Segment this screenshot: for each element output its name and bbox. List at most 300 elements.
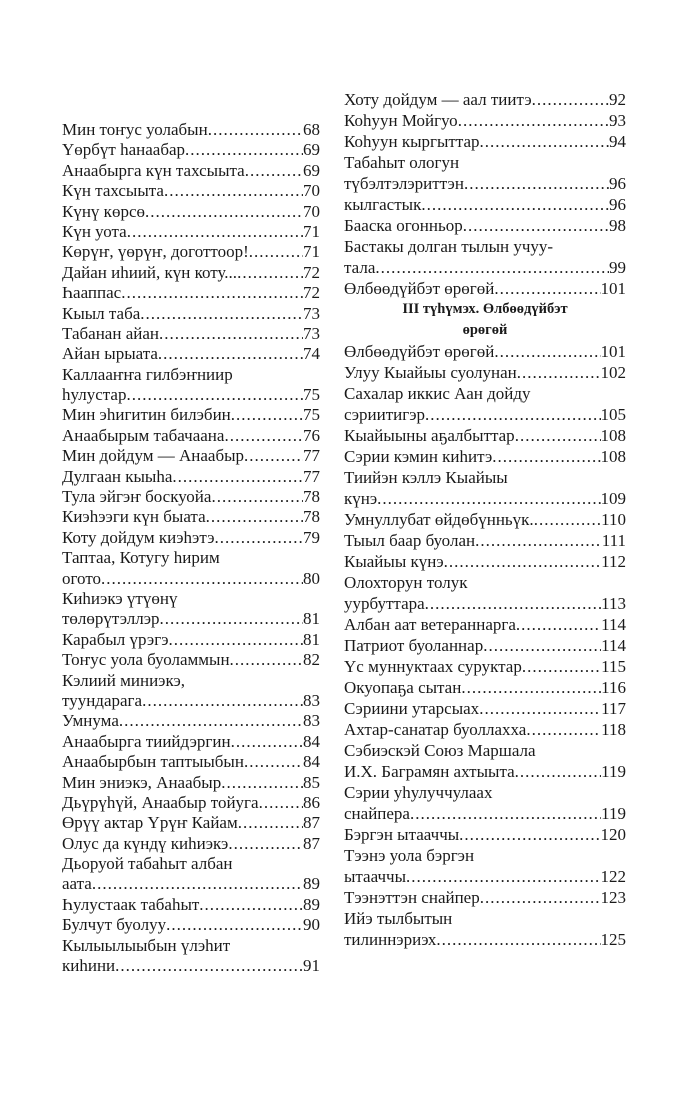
entry-title: тала: [344, 258, 376, 277]
section-heading-line-2: өрөгөй: [462, 322, 508, 338]
page-number: 70: [303, 201, 320, 221]
toc-entry: [62, 507, 320, 527]
toc-entry: [344, 656, 626, 677]
page-number: 113: [601, 594, 626, 613]
toc-entry: [62, 161, 320, 181]
toc-entry: [344, 845, 626, 887]
dot-leader: [494, 278, 600, 299]
toc-entry-line-with-page: [344, 887, 626, 908]
toc-entry-line-with-page: [344, 89, 626, 110]
toc-entry-line-with-page: [62, 467, 320, 487]
page-number: 119: [601, 762, 626, 781]
toc-entry: [344, 89, 626, 110]
page-number: 123: [600, 888, 626, 907]
entry-title: Өрүү актар Үрүҥ Кайам: [62, 813, 238, 833]
entry-title: Бастакы долган тылын учуу-: [344, 237, 554, 256]
toc-entry: [62, 365, 320, 406]
toc-entry-line-with-page: [62, 915, 320, 935]
toc-entry: [62, 732, 320, 752]
toc-entry: [344, 698, 626, 719]
toc-entry: [62, 773, 320, 793]
toc-entry-line-with-page: [62, 242, 320, 262]
dot-leader: [436, 929, 600, 950]
toc-entry: [62, 793, 320, 813]
toc-entry-line-with-page: [62, 446, 320, 466]
toc-entry-line-with-page: [62, 711, 320, 731]
page-number: 118: [601, 720, 626, 739]
toc-entry: [344, 383, 626, 425]
toc-entry: [344, 236, 626, 278]
entry-title: Коһуун Мойгуо: [344, 111, 458, 130]
dot-leader: [164, 181, 303, 201]
page-number: 110: [601, 510, 626, 529]
page-number: 119: [601, 804, 626, 823]
entry-title: Улуу Кыайыы суолунан: [344, 363, 517, 382]
dot-leader: [516, 614, 601, 635]
page-number: 108: [600, 447, 626, 466]
toc-entry-line-with-page: [62, 324, 320, 344]
dot-leader: [483, 635, 601, 656]
entry-title: Умнума: [62, 711, 119, 731]
dot-leader: [101, 569, 303, 589]
entry-title: Окуопаҕа сытан: [344, 678, 462, 697]
entry-title: Дулгаан кыыһа: [62, 466, 173, 486]
dot-leader: [461, 677, 601, 698]
page-number: 79: [303, 527, 320, 547]
entry-title: аата: [62, 874, 92, 894]
dot-leader: [140, 304, 303, 324]
dot-leader: [245, 161, 303, 181]
entry-title: Хоту дойдум — аал тиитэ: [344, 90, 532, 109]
toc-entry: [344, 362, 626, 383]
toc-right-top: [344, 89, 626, 299]
entry-title: Кылыылыыбын үлэһит: [62, 935, 231, 955]
page-number: 84: [303, 752, 320, 772]
page-number: 81: [303, 609, 320, 629]
entry-title: Мин эһигитин билэбин: [62, 405, 231, 425]
toc-entry-line-with-page: [344, 131, 626, 152]
page-number: 85: [303, 772, 320, 792]
dot-leader: [515, 425, 601, 446]
toc-entry: [344, 530, 626, 551]
toc-entry: [344, 782, 626, 824]
entry-title: Дайан иһиий, күн коту...: [62, 262, 238, 282]
page-number: 105: [600, 405, 626, 424]
toc-entry: [344, 740, 626, 782]
toc-entry-line-with-page: [62, 569, 320, 589]
toc-entry-line-with-page: [62, 385, 320, 405]
toc-entry-line-with-page: [62, 202, 320, 222]
toc-entry: [344, 278, 626, 299]
dot-leader: [231, 732, 303, 752]
dot-leader: [526, 719, 601, 740]
entry-title: Күнү көрсө: [62, 201, 145, 221]
section-heading-line-1: III түһүмэх. Өлбөөдүйбэт: [402, 301, 568, 317]
toc-entry: [344, 635, 626, 656]
toc-entry-line-with-page: [344, 110, 626, 131]
toc-entry-line-with-page: [344, 488, 626, 509]
dot-leader: [259, 793, 303, 813]
entry-title: Анаабырга тиийдэргин: [62, 731, 231, 751]
entry-title: Мин дойдум — Анаабыр: [62, 446, 245, 466]
page-number: 93: [609, 111, 626, 130]
toc-entry: [62, 650, 320, 670]
page-number: 87: [303, 813, 320, 833]
entry-title: Коту дойдум киэһэтэ: [62, 527, 215, 547]
toc-entry: [344, 341, 626, 362]
toc-entry-line-with-page: [344, 194, 626, 215]
toc-entry-line-with-page: [344, 215, 626, 236]
page-number: 109: [600, 489, 626, 508]
toc-entry-line-with-page: [344, 404, 626, 425]
toc-entry: [62, 181, 320, 201]
toc-entry-line-with-page: [62, 222, 320, 242]
page-number: 69: [303, 140, 320, 160]
dot-leader: [224, 426, 303, 446]
toc-entry-line-with-page: [344, 593, 626, 614]
toc-entry: [62, 915, 320, 935]
toc-entry-line: [344, 908, 626, 929]
page-number: 84: [303, 731, 320, 751]
dot-leader: [480, 887, 601, 908]
toc-entry-line-with-page: [62, 630, 320, 650]
dot-leader: [458, 110, 609, 131]
toc-entry-line-with-page: [62, 283, 320, 303]
dot-leader: [421, 194, 609, 215]
toc-entry-line: [62, 548, 320, 568]
page-number: 111: [601, 531, 626, 550]
toc-entry-line-with-page: [62, 956, 320, 976]
toc-entry: [344, 719, 626, 740]
entry-title: Дьоруой табаһыт албан: [62, 854, 233, 874]
entry-title: сэриитигэр: [344, 405, 426, 424]
toc-entry-line-with-page: [62, 405, 320, 425]
page-number: 116: [601, 678, 626, 697]
entry-title: Һулустаак табаһыт: [62, 894, 200, 914]
dot-leader: [126, 385, 303, 405]
dot-leader: [492, 446, 600, 467]
entry-title: Анаабырга күн тахсыыта: [62, 160, 245, 180]
toc-entry-line: [344, 845, 626, 866]
toc-entry: [62, 405, 320, 425]
entry-title: Умнуллубат өйдөбүнньүк.: [344, 510, 534, 529]
toc-entry-line-with-page: [62, 691, 320, 711]
toc-entry-line-with-page: [62, 834, 320, 854]
toc-entry: [62, 895, 320, 915]
toc-entry: [62, 202, 320, 222]
page-number: 120: [600, 825, 626, 844]
entry-title: Кыайыы күнэ: [344, 552, 444, 571]
dot-leader: [534, 509, 601, 530]
page-number: 114: [601, 615, 626, 634]
entry-title: Анаабырым табачаана: [62, 425, 225, 445]
toc-entry-line-with-page: [62, 773, 320, 793]
dot-leader: [479, 698, 601, 719]
dot-leader: [230, 650, 303, 670]
page-number: 76: [303, 425, 320, 445]
dot-leader: [221, 773, 303, 793]
dot-leader: [459, 824, 600, 845]
entry-title: Күн уота: [62, 221, 127, 241]
page-number: 91: [303, 956, 320, 976]
toc-entry: [344, 824, 626, 845]
dot-leader: [475, 530, 602, 551]
toc-entry-line-with-page: [62, 120, 320, 140]
toc-entry-line-with-page: [344, 341, 626, 362]
entry-title: Тула эйгэҥ боскуойа: [62, 487, 212, 507]
toc-entry-line-with-page: [62, 752, 320, 772]
entry-title: Тээнэттэн снайпер: [344, 888, 480, 907]
toc-entry: [62, 528, 320, 548]
entry-title: Үс муннуктаах суруктар: [344, 657, 522, 676]
toc-entry-line-with-page: [344, 257, 626, 278]
entry-title: Албан аат ветераннарга: [344, 615, 516, 634]
toc-entry: [62, 263, 320, 283]
toc-entry-line-with-page: [344, 677, 626, 698]
toc-entry: [62, 487, 320, 507]
entry-title: Табаһыт ологун: [344, 153, 460, 172]
toc-entry: [62, 834, 320, 854]
toc-entry-line-with-page: [344, 362, 626, 383]
page-number: 83: [303, 690, 320, 710]
entry-title: Киһиэкэ үтүөнү: [62, 588, 178, 608]
page-number: 86: [303, 792, 320, 812]
toc-entry-line-with-page: [344, 635, 626, 656]
toc-right-bottom: [344, 341, 626, 950]
toc-entry-line: [344, 572, 626, 593]
toc-entry: [344, 614, 626, 635]
entry-title: Мин эниэкэ, Анаабыр: [62, 772, 222, 792]
page-number: 87: [303, 833, 320, 853]
toc-entry-line-with-page: [62, 528, 320, 548]
page-number: 73: [303, 323, 320, 343]
dot-leader: [169, 630, 304, 650]
toc-entry-line-with-page: [344, 278, 626, 299]
toc-entry-line: [344, 782, 626, 803]
page-number: 92: [609, 90, 626, 109]
toc-entry-line-with-page: [62, 344, 320, 364]
page-number: 108: [600, 426, 626, 445]
entry-title: Мин тоҥус уолабын: [62, 120, 208, 139]
toc-entry-line-with-page: [344, 866, 626, 887]
dot-leader: [532, 89, 609, 110]
entry-title: Таптаа, Котугу һирим: [62, 548, 220, 568]
entry-title: Сэриини утарсыах: [344, 699, 480, 718]
entry-title: Булчут буолуу: [62, 915, 167, 935]
entry-title: Үөрбүт һанаабар: [62, 140, 186, 160]
toc-entry: [344, 551, 626, 572]
toc-entry-line-with-page: [62, 487, 320, 507]
dot-leader: [231, 405, 303, 425]
toc-entry-line-with-page: [344, 761, 626, 782]
toc-entry-line: [344, 467, 626, 488]
toc-entry: [62, 426, 320, 446]
page-number: 90: [303, 915, 320, 935]
page-number: 96: [609, 174, 626, 193]
dot-leader: [522, 656, 601, 677]
page-number: 75: [303, 405, 320, 425]
toc-entry: [344, 215, 626, 236]
toc-entry-line-with-page: [344, 929, 626, 950]
page-number: 71: [303, 221, 320, 241]
entry-title: Тиийэн кэллэ Кыайыы: [344, 468, 508, 487]
entry-title: Тыыл баар буолан: [344, 531, 476, 550]
entry-title: Коһуун кыргыттар: [344, 132, 480, 151]
page-number: 114: [601, 636, 626, 655]
entry-title: Олус да күндү киһиэкэ: [62, 833, 229, 853]
toc-entry-line-with-page: [62, 793, 320, 813]
toc-entry-line-with-page: [344, 509, 626, 530]
toc-entry-line-with-page: [344, 425, 626, 446]
entry-title: Бааска огонньор: [344, 216, 463, 235]
toc-entry-line-with-page: [344, 719, 626, 740]
dot-leader: [92, 874, 303, 894]
toc-entry-line-with-page: [344, 551, 626, 572]
entry-title: туундарага: [62, 690, 143, 710]
dot-leader: [377, 488, 600, 509]
page-number: 115: [601, 657, 626, 676]
toc-entry: [344, 110, 626, 131]
dot-leader: [127, 222, 303, 242]
page-number: 81: [303, 629, 320, 649]
toc-entry-line: [344, 152, 626, 173]
page-number: 96: [609, 195, 626, 214]
page-number: 70: [303, 181, 320, 201]
entry-title: снайпера: [344, 804, 410, 823]
dot-leader: [166, 915, 303, 935]
page-number: 75: [303, 385, 320, 405]
toc-entry-line-with-page: [344, 698, 626, 719]
toc-entry-line-with-page: [62, 732, 320, 752]
toc-entry-line-with-page: [62, 650, 320, 670]
page-number: 101: [600, 342, 626, 361]
toc-entry: [62, 671, 320, 712]
entry-title: Бэргэн ытааччы: [344, 825, 460, 844]
page-number: 101: [600, 279, 626, 298]
page-number: 89: [303, 894, 320, 914]
toc-entry-line-with-page: [344, 173, 626, 194]
toc-entry: [344, 677, 626, 698]
entry-title: һулустар: [62, 385, 127, 405]
page-number: 89: [303, 874, 320, 894]
dot-leader: [238, 813, 303, 833]
toc-entry: [62, 711, 320, 731]
toc-entry-line: [344, 383, 626, 404]
page-number: 69: [303, 160, 320, 180]
toc-right-column: [344, 89, 626, 950]
dot-leader: [199, 895, 303, 915]
entry-title: Кыыл таба: [62, 303, 141, 323]
dot-leader: [244, 446, 303, 466]
dot-leader: [406, 866, 601, 887]
toc-entry-line-with-page: [344, 446, 626, 467]
page-number: 78: [303, 507, 320, 527]
toc-entry: [62, 813, 320, 833]
page-number: 77: [303, 446, 320, 466]
toc-entry-line-with-page: [344, 824, 626, 845]
toc-entry-line: [62, 589, 320, 609]
entry-title: ытааччы: [344, 867, 406, 886]
toc-entry: [62, 446, 320, 466]
dot-leader: [115, 956, 303, 976]
dot-leader: [172, 467, 303, 487]
toc-entry-line: [62, 365, 320, 385]
toc-entry: [344, 908, 626, 950]
toc-entry: [62, 140, 320, 160]
toc-entry-line-with-page: [62, 426, 320, 446]
entry-title: Табанан айан: [62, 323, 159, 343]
dot-leader: [211, 487, 303, 507]
dot-leader: [208, 120, 303, 140]
dot-leader: [160, 609, 303, 629]
entry-title: Анаабырбын таптыыбын: [62, 752, 244, 772]
toc-entry-line-with-page: [62, 304, 320, 324]
page-number: 83: [303, 711, 320, 731]
entry-title: Киэһээги күн быата: [62, 507, 206, 527]
toc-entry: [62, 630, 320, 650]
page-number: 125: [600, 930, 626, 949]
entry-title: Патриот буоланнар: [344, 636, 484, 655]
toc-entry-line-with-page: [62, 609, 320, 629]
entry-title: Тоҥус уола буоламмын: [62, 650, 230, 670]
toc-entry: [62, 589, 320, 630]
dot-leader: [425, 404, 600, 425]
page-number: 122: [600, 867, 626, 886]
entry-title: уурбуттара: [344, 594, 425, 613]
toc-entry: [344, 467, 626, 509]
dot-leader: [215, 528, 303, 548]
entry-title: Сэбиэскэй Союз Маршала: [344, 741, 536, 760]
toc-entry: [62, 222, 320, 242]
page-number: 98: [609, 216, 626, 235]
dot-leader: [464, 173, 609, 194]
toc-entry: [62, 324, 320, 344]
dot-leader: [145, 202, 303, 222]
entry-title: Ахтар-санатар буоллахха: [344, 720, 527, 739]
toc-entry: [62, 936, 320, 977]
dot-leader: [444, 551, 601, 572]
page-number: 117: [601, 699, 626, 718]
entry-title: киһини: [62, 956, 116, 976]
entry-title: огото: [62, 568, 102, 588]
entry-title: Сэрии кэмин киһитэ: [344, 447, 493, 466]
toc-entry: [344, 572, 626, 614]
entry-title: Сэрии уһулуччулаах: [344, 783, 493, 802]
entry-title: Ийэ тылбытын: [344, 909, 453, 928]
toc-entry: [344, 152, 626, 194]
dot-leader: [159, 324, 303, 344]
dot-leader: [119, 711, 303, 731]
entry-title: Өлбөөдүйбэт өрөгөй: [344, 279, 495, 298]
page-number: 74: [303, 344, 320, 364]
toc-entry-line-with-page: [62, 507, 320, 527]
toc-entry-line-with-page: [62, 895, 320, 915]
toc-entry: [62, 283, 320, 303]
toc-entry: [344, 887, 626, 908]
toc-entry: [62, 242, 320, 262]
entry-title: Көрүҥ, үөрүҥ, доготтоор!: [62, 242, 249, 262]
page-number: 82: [303, 650, 320, 670]
dot-leader: [244, 752, 303, 772]
toc-entry-line: [344, 740, 626, 761]
entry-title: Кыайыыны аҕалбыттар: [344, 426, 515, 445]
page-number: 68: [303, 120, 320, 139]
toc-entry: [344, 425, 626, 446]
dot-leader: [121, 283, 303, 303]
page-number: 73: [303, 303, 320, 323]
entry-title: Өлбөөдүйбэт өрөгөй: [344, 342, 495, 361]
toc-entry-line: [62, 671, 320, 691]
